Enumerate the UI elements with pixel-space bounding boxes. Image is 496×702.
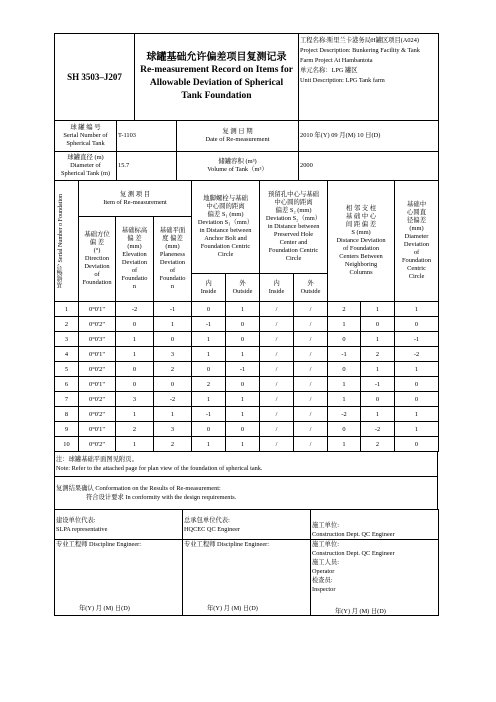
table-cell: / [260,362,294,377]
table-cell: -1 [328,347,361,362]
table-row [55,392,439,407]
serial-header: 基础编号 Serial Number o Foundation [55,181,79,302]
table-cell: 0 [226,377,260,392]
table-cell: / [260,332,294,347]
table-cell: -1 [192,407,226,422]
table-cell: 2 [116,422,154,437]
sign-owner-engineer: 专业工程师 Discipline Engineer: 年(Y) 月 (M) 日(D) [55,540,183,616]
table-cell: 0 [116,362,154,377]
table-cell: 0 [361,392,395,407]
table-cell: 1 [226,392,260,407]
table-cell: 2 [154,437,192,452]
table-cell: 10 [55,437,79,452]
table-cell: 1 [116,407,154,422]
table-cell: / [260,392,294,407]
table-row [55,302,439,317]
items-header: 复 测 项 目 Item of Re-measurement [79,181,192,217]
table-cell: 6 [55,377,79,392]
table-cell: 0°0'2" [79,362,116,377]
table-cell: / [294,362,328,377]
table-cell: -2 [328,407,361,422]
sign-date-2: 年(Y) 月 (M) 日(D) [207,605,258,612]
table-cell: 1 [116,437,154,452]
planeness-header: 基础平面 度 偏差 (mm) Planeness Deviation of Foundatio n [154,217,192,302]
conclusion-en: 复测结果确认 Conformation on the Results of Re-measurement: [56,485,221,492]
sign-construction-operator: 施工单位: Construction Dept. QC Engineer 施工人员: Operator 检查员: Inspector 年(Y) 月 (M) 日(D) [311,540,439,616]
date-value: 2010 年(Y) 09 月(M) 10 日(D) [299,121,439,152]
note-cell [55,452,438,477]
sign-contractor-engineer: 专业工程师 Discipline Engineer: 年(Y) 月 (M) 日(D) [183,540,311,616]
table-cell: 1 [226,407,260,422]
table-cell: 0°0'1" [79,347,116,362]
table-cell: 0°0'1" [79,377,116,392]
anchor-header: 地脚螺栓与基础 中心圆的距离 偏差 S₁ (mm) Deviation S₁（mm） in Distance between Anchor Bolt and Foundation Centric Circle [192,181,260,274]
table-cell: / [294,392,328,407]
table-row [55,362,439,377]
note-en: Note: Refer to the attached page for plan view of the foundation of spherical tank. [56,465,263,472]
hole-inside-header: 内 Inside [260,274,294,302]
table-cell: -2 [361,422,395,437]
table-cell: -1 [361,377,395,392]
sign-construction: 施工单位: Construction Dept. QC Engineer [311,510,439,540]
volume-value: 2000 [299,152,439,181]
table-cell: 0 [116,317,154,332]
table-cell: 1 [154,407,192,422]
table-cell: 0°0'2" [79,437,116,452]
table-cell: 0 [328,422,361,437]
table-cell: 1 [55,302,79,317]
table-cell: 1 [361,332,395,347]
table-cell: -2 [154,392,192,407]
table-cell: 0 [395,377,439,392]
table-cell: / [294,347,328,362]
table-cell: 0 [154,332,192,347]
volume-label: 储罐容积 (m³) Volume of Tank（m³） [177,152,299,181]
elevation-header: 基础标高 偏 差 (mm) Elevation Deviation of Foundatio n [116,217,154,302]
table-cell: 0 [192,362,226,377]
table-cell: / [260,377,294,392]
table-cell: 0°0'1" [79,302,116,317]
table-cell: 0 [395,437,439,452]
sign-date-1: 年(Y) 月 (M) 日(D) [79,605,130,612]
table-cell: 1 [192,332,226,347]
table-cell: 0°0'2" [79,317,116,332]
tank-no-label: 球 罐 编 号 Serial Number of Spherical Tank [55,121,117,152]
table-cell: / [294,407,328,422]
table-row [55,437,439,452]
table-cell: / [260,422,294,437]
table-cell: 1 [154,317,192,332]
table-cell: 1 [226,347,260,362]
form-title: 球罐基础允许偏差项目复测记录 Re-measurement Record on Items for Allowable Deviation of Spherical Tank Foundation [135,34,299,121]
table-row [55,377,439,392]
table-cell: / [260,437,294,452]
table-cell: / [294,437,328,452]
table-cell: 1 [361,362,395,377]
sign-date-3: 年(Y) 月 (M) 日(D) [335,608,386,615]
table-cell: 0 [395,392,439,407]
form-code: SH 3503–J207 [55,34,135,121]
direction-header: 基础方位 偏 差 (°) Direction Deviation of Foundation [79,217,116,302]
table-cell: 1 [395,407,439,422]
table-cell: / [260,317,294,332]
table-cell: 0 [192,422,226,437]
table-cell: 2 [192,377,226,392]
hole-outside-header: 外 Outside [294,274,328,302]
note-cn: 注：球罐基础平面图见附页。 [56,456,138,463]
hole-header: 预留孔中心与基础 中心圆的距离 偏差 S₂ (mm) Deviation S₂（mm） in Distance between Preserved Hole Center and Foundation Centric Circle [260,181,328,274]
centric-header: 基础中 心圆直 径偏差 (mm) Diameter Deviation of Foundation Centric Circle [395,181,439,302]
table-cell: 2 [361,347,395,362]
table-cell: 1 [328,437,361,452]
table-cell: 0 [361,317,395,332]
table-cell: -2 [395,347,439,362]
table-cell: 1 [328,317,361,332]
anchor-outside-header: 外 Outside [226,274,260,302]
table-cell: 2 [154,362,192,377]
table-cell: 8 [55,407,79,422]
table-cell: / [260,407,294,422]
table-row [55,347,439,362]
project-info: 工程名称:斯里兰卡港务局H罐区项目(A024) Project Description: Bunkering Facility & Tank Farm Project At Hambantota 单元名称：LPG 罐区 Unit Description: LPG Tank farm [299,34,439,121]
info-table [54,120,439,181]
table-cell: -2 [116,302,154,317]
table-cell: 0°0'3" [79,332,116,347]
table-cell: 2 [328,302,361,317]
table-cell: 0°0'1" [79,422,116,437]
measurement-table [54,180,439,452]
table-cell: 4 [55,347,79,362]
table-cell: 2 [55,317,79,332]
table-cell: / [260,302,294,317]
table-cell: 0 [328,332,361,347]
table-cell: 1 [226,437,260,452]
table-row [55,332,439,347]
table-cell: / [294,377,328,392]
conclusion-cn: 符合设计要求 In conformity with the design requirements. [86,494,237,501]
sign-owner: 建设单位代表: SLPA representative [55,510,183,540]
table-cell: 9 [55,422,79,437]
table-cell: / [294,422,328,437]
table-cell: 1 [361,407,395,422]
diameter-label: 球罐直径 (m) Diameter of Spherical Tank (m) [55,152,117,181]
notes-table [54,451,438,510]
table-cell: 1 [395,422,439,437]
record-form [54,33,438,616]
neighbor-header: 相 邻 支 柱 基 础 中 心 间 距 偏 差 S (mm) Distance Deviation of Foundation Centers Between Neighboring Columns [328,181,395,302]
table-cell: 5 [55,362,79,377]
diameter-value: 15.7 [117,152,177,181]
table-cell: -1 [226,362,260,377]
table-cell: 0 [116,377,154,392]
table-cell: 1 [116,332,154,347]
table-cell: 0 [328,362,361,377]
anchor-inside-header: 内 Inside [192,274,226,302]
table-cell: 7 [55,392,79,407]
table-row [55,317,439,332]
table-cell: 0°0'2" [79,392,116,407]
table-cell: 1 [361,302,395,317]
table-cell: -1 [192,317,226,332]
table-cell: 3 [154,422,192,437]
table-cell: 0 [395,317,439,332]
table-cell: / [294,332,328,347]
table-cell: 0°0'2" [79,407,116,422]
date-label: 复 测 日 期 Date of Re-measurement [177,121,299,152]
table-cell: -1 [154,302,192,317]
table-cell: 3 [116,392,154,407]
table-cell: 0 [226,332,260,347]
table-cell: / [294,302,328,317]
header-table [54,33,439,121]
table-cell: 1 [192,392,226,407]
table-cell: 1 [395,302,439,317]
conclusion-cell [55,477,438,510]
table-cell: 3 [154,347,192,362]
table-cell: 0 [154,377,192,392]
table-cell: 0 [226,317,260,332]
table-cell: 2 [361,437,395,452]
table-cell: 3 [55,332,79,347]
table-cell: 1 [395,362,439,377]
table-row [55,422,439,437]
table-cell: / [294,317,328,332]
table-row [55,407,439,422]
table-cell: 1 [192,437,226,452]
table-cell: 1 [328,377,361,392]
table-cell: 0 [192,302,226,317]
table-cell: 1 [116,347,154,362]
data-rows [55,302,439,452]
signature-table [54,509,439,616]
table-cell: 0 [226,422,260,437]
table-cell: -1 [395,332,439,347]
sign-contractor: 总承包单位代表: HQCEC QC Engineer [183,510,311,540]
table-cell: 1 [192,347,226,362]
table-cell: / [260,347,294,362]
tank-no: T-1103 [117,121,177,152]
table-cell: 1 [328,392,361,407]
table-cell: 1 [226,302,260,317]
